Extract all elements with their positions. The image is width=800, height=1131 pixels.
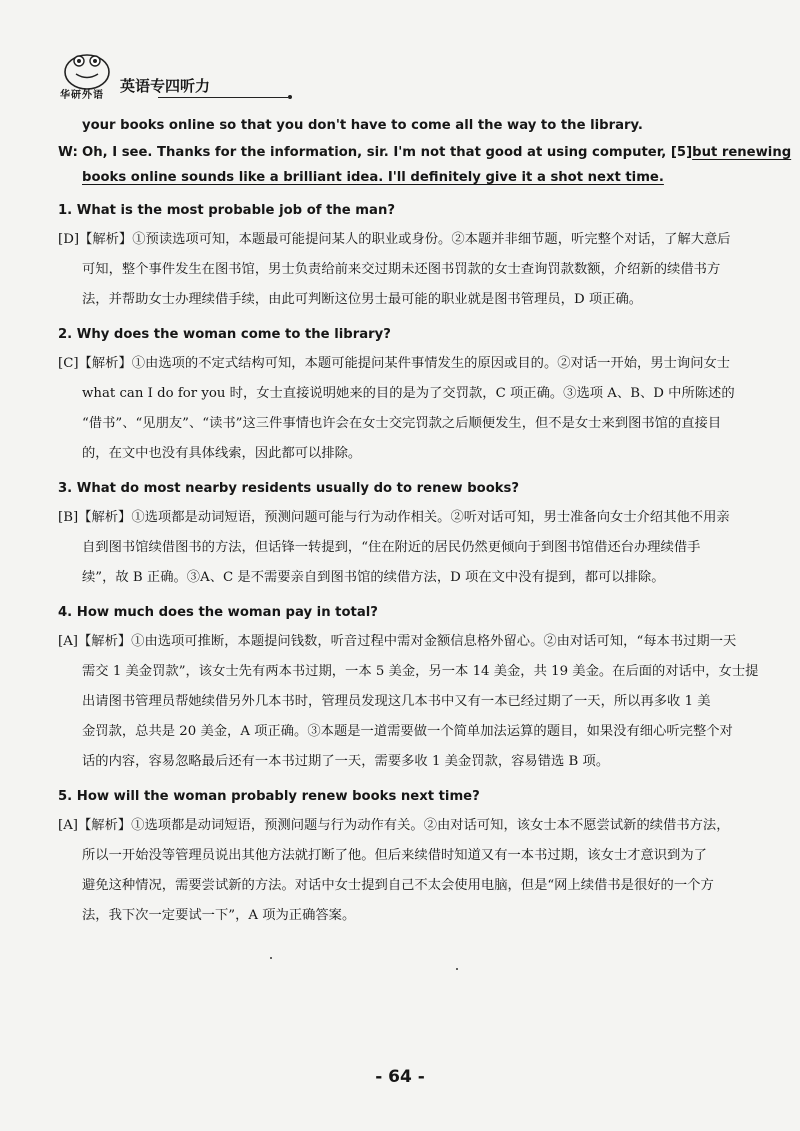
dialogue-underlined-text: but renewing [692,145,792,160]
answer-line: 所以一开始没等管理员说出其他方法就打断了他。但后来续借时知道又有一本书过期，该女士才意识到为了 [82,848,707,863]
page-header [58,50,233,100]
answer-line: 法，并帮助女士办理续借手续，由此可判断这位男士最可能的职业就是图书管理员，D 项正确。 [82,292,643,307]
dialogue-underlined-text: books online sounds like a brilliant idea. I'll definitely give it a shot next time. [82,170,664,185]
dialogue-text: Oh, I see. Thanks for the information, sir. I'm not that good at using computer, [5] [82,145,693,160]
question-3: 3. What do most nearby residents usually do to renew books? [58,481,520,496]
answer-line: [B]【解析】①选项都是动词短语，预测问题可能与行为动作相关。②听对话可知，男士准备向女士介绍其他不用亲 [58,510,730,525]
scan-speck [456,968,458,970]
question-1: 1. What is the most probable job of the man? [58,203,395,218]
dialogue-line-woman [58,139,792,165]
dialogue-line: your books online so that you don't have to come all the way to the library. [82,118,643,133]
question-4: 4. How much does the woman pay in total? [58,605,378,620]
question-5: 5. How will the woman probably renew books next time? [58,789,480,804]
answer-line: what can I do for you 时，女士直接说明她来的目的是为了交罚款，C 项正确。③选项 A、B、D 中所陈述的 [82,386,735,401]
answer-line: [D]【解析】①预读选项可知，本题最可能提问某人的职业或身份。②本题并非细节题，听完整个对话，了解大意后 [58,232,731,247]
logo-text: 华研外语 [60,90,104,101]
answer-line: 的，在文中也没有具体线索，因此都可以排除。 [82,446,362,461]
answer-line: 法，我下次一定要试一下”，A 项为正确答案。 [82,908,356,923]
answer-line: [A]【解析】①由选项可推断，本题提问钱数，听音过程中需对金额信息格外留心。②由对话可知，“每本书过期一天 [58,634,737,649]
series-title: 英语专四听力 [120,77,211,95]
speaker-label: W: [58,144,78,160]
answer-line: 自到图书馆续借图书的方法，但话锋一转提到，“住在附近的居民仍然更倾向于到图书馆借还台办理续借手 [82,540,701,555]
answer-line: 金罚款，总共是 20 美金，A 项正确。③本题是一道需要做一个简单加法运算的题目，如果没有细心听完整个对 [82,724,733,739]
answer-line: “借书”、“见朋友”、“读书”这三件事情也许会在女士交完罚款之后顺便发生，但不是女士来到图书馆的直接目 [82,416,722,431]
dialogue-line [58,165,768,191]
answer-line: 需交 1 美金罚款”，该女士先有两本书过期，一本 5 美金，另一本 14 美金，共 19 美金。在后面的对话中，女士提 [82,664,759,679]
answer-line: 续”，故 B 正确。③A、C 是不需要亲自到图书馆的续借方法，D 项在文中没有提到，都可以排除。 [82,570,665,585]
header-rule [158,97,288,98]
answer-line: 可知，整个事件发生在图书馆，男士负责给前来交过期未还图书罚款的女士查询罚款数额，介绍新的续借书方 [82,262,721,277]
answer-line: [A]【解析】①选项都是动词短语，预测问题与行为动作有关。②由对话可知，该女士本不愿尝试新的续借书方法， [58,818,730,833]
answer-line: [C]【解析】①由选项的不定式结构可知，本题可能提问某件事情发生的原因或目的。②对话一开始，男士询问女士 [58,356,731,371]
page-number: - 64 - [375,1067,425,1087]
question-2: 2. Why does the woman come to the library? [58,327,391,342]
scan-speck [270,957,272,959]
answer-line: 话的内容，容易忽略最后还有一本书过期了一天，需要多收 1 美金罚款，容易错选 B 项。 [82,754,610,769]
answer-line: 出请图书管理员帮她续借另外几本书时，管理员发现这几本书中又有一本已经过期了一天，所以再多收 1 美 [82,694,711,709]
answer-line: 避免这种情况，需要尝试新的方法。对话中女士提到自己不太会使用电脑，但是“网上续借书是很好的一个方 [82,878,714,893]
page-content [58,113,792,931]
